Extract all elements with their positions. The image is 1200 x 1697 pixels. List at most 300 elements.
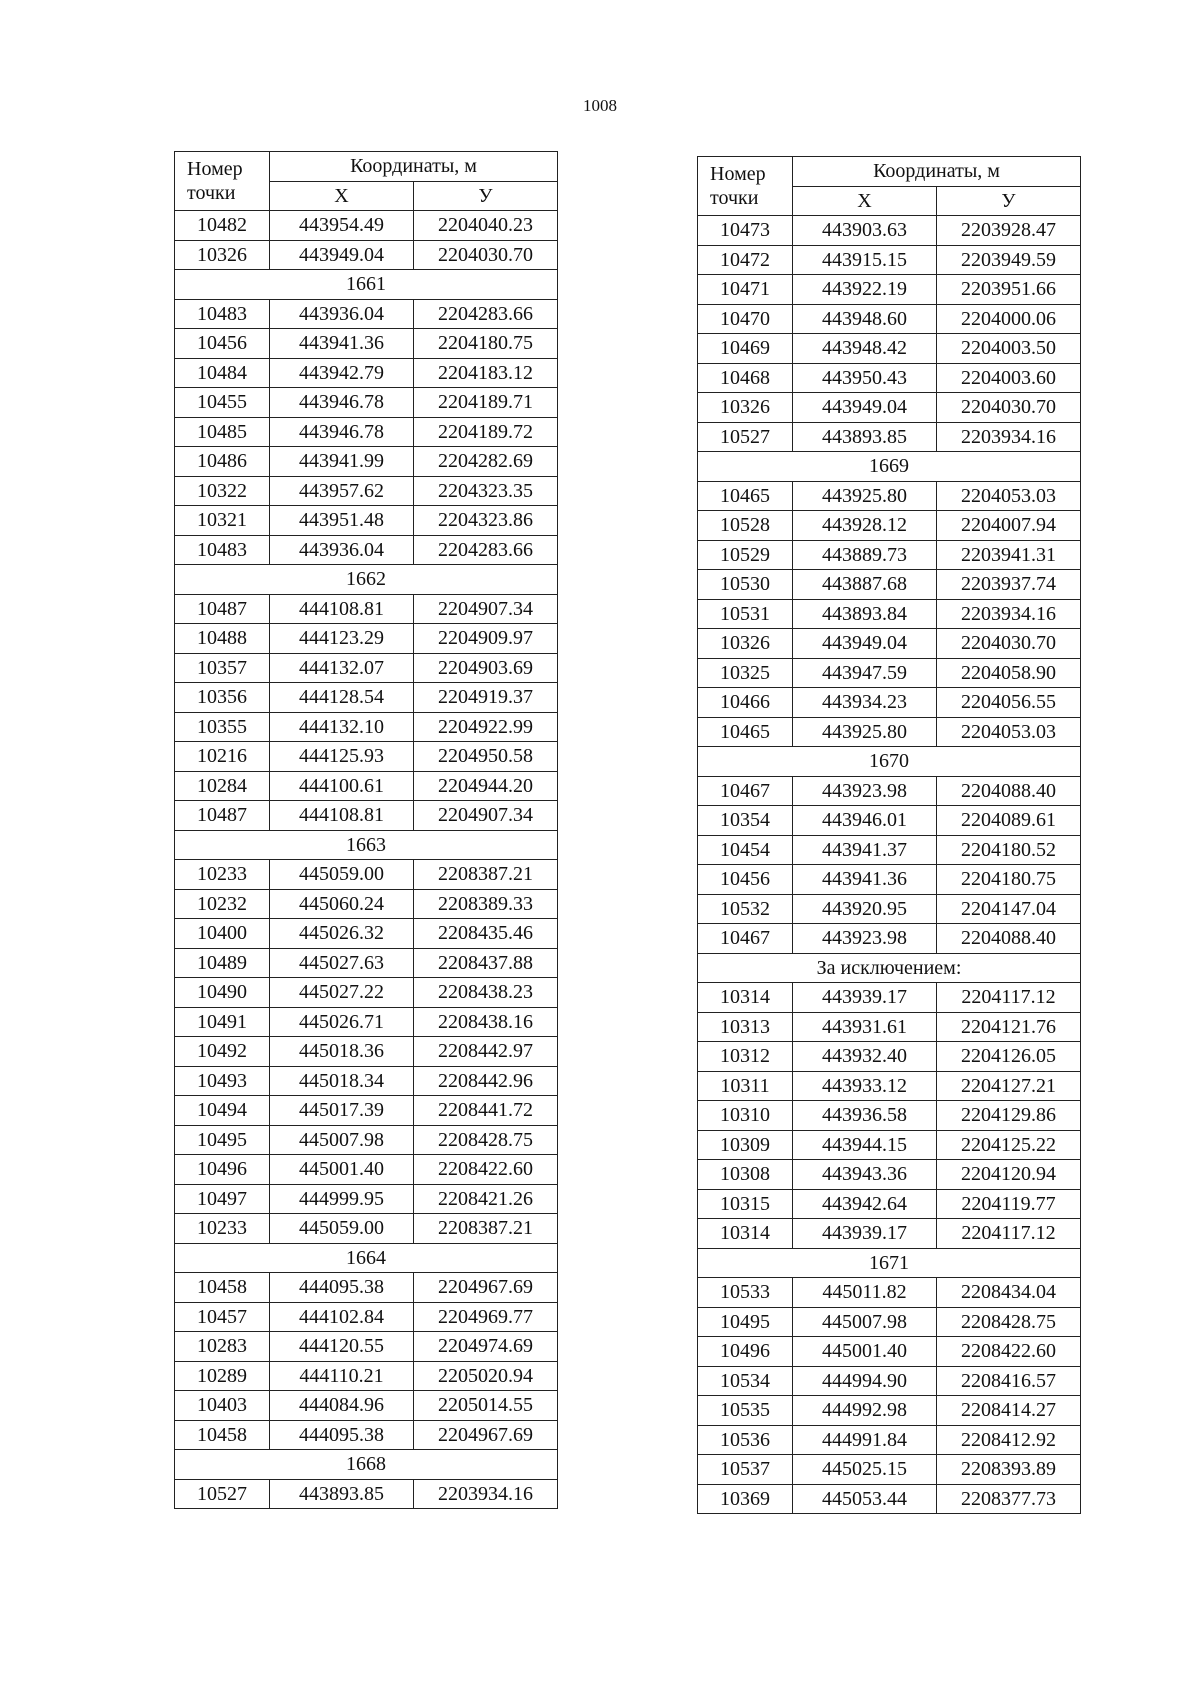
y-coordinate-cell: 2208442.96 — [414, 1066, 558, 1096]
table-row — [175, 742, 558, 772]
x-coordinate-cell: 444128.54 — [270, 683, 414, 713]
point-number-cell: 10489 — [175, 948, 270, 978]
x-coordinate-cell: 445007.98 — [793, 1307, 937, 1337]
x-coordinate-cell: 444110.21 — [270, 1361, 414, 1391]
table-row — [698, 865, 1081, 895]
x-coordinate-cell: 445053.44 — [793, 1484, 937, 1514]
point-number-cell: 10484 — [175, 358, 270, 388]
y-coordinate-cell: 2205020.94 — [414, 1361, 558, 1391]
point-number-cell: 10466 — [698, 688, 793, 718]
group-header-row — [698, 1248, 1081, 1278]
table-row — [698, 1425, 1081, 1455]
point-number-cell: 10314 — [698, 1219, 793, 1249]
y-coordinate-cell: 2204053.03 — [937, 481, 1081, 511]
y-coordinate-cell: 2204282.69 — [414, 447, 558, 477]
y-coordinate-cell: 2203934.16 — [937, 599, 1081, 629]
x-coordinate-cell: 445026.32 — [270, 919, 414, 949]
y-coordinate-cell: 2208435.46 — [414, 919, 558, 949]
y-coordinate-cell: 2204000.06 — [937, 304, 1081, 334]
y-coordinate-cell: 2204909.97 — [414, 624, 558, 654]
table-row — [175, 1273, 558, 1303]
y-coordinate-cell: 2204119.77 — [937, 1189, 1081, 1219]
y-coordinate-cell: 2204189.71 — [414, 388, 558, 418]
table-row — [698, 806, 1081, 836]
point-number-cell: 10470 — [698, 304, 793, 334]
y-coordinate-cell: 2204969.77 — [414, 1302, 558, 1332]
x-coordinate-cell: 443957.62 — [270, 476, 414, 506]
point-number-cell: 10315 — [698, 1189, 793, 1219]
table-row — [175, 1184, 558, 1214]
table-row — [175, 388, 558, 418]
x-coordinate-cell: 444120.55 — [270, 1332, 414, 1362]
table-row — [175, 948, 558, 978]
table-row — [175, 1361, 558, 1391]
x-coordinate-cell: 445011.82 — [793, 1278, 937, 1308]
table-row — [175, 1214, 558, 1244]
table-row — [698, 216, 1081, 246]
table-row — [175, 653, 558, 683]
y-coordinate-cell: 2204058.90 — [937, 658, 1081, 688]
x-coordinate-cell: 445027.22 — [270, 978, 414, 1008]
point-number-cell: 10233 — [175, 860, 270, 890]
y-coordinate-cell: 2208422.60 — [414, 1155, 558, 1185]
x-coordinate-cell: 443932.40 — [793, 1042, 937, 1072]
table-row — [698, 570, 1081, 600]
table-row — [698, 1130, 1081, 1160]
group-label: 1668 — [175, 1450, 558, 1480]
y-coordinate-cell: 2203949.59 — [937, 245, 1081, 275]
point-number-cell: 10326 — [698, 393, 793, 423]
y-coordinate-cell: 2208438.16 — [414, 1007, 558, 1037]
y-coordinate-cell: 2204323.86 — [414, 506, 558, 536]
table-row — [698, 304, 1081, 334]
coordinates-header: Координаты, м — [793, 157, 1081, 187]
coordinates-table-left — [174, 151, 558, 1509]
table-row — [175, 1155, 558, 1185]
point-number-cell: 10455 — [175, 388, 270, 418]
point-number-cell: 10487 — [175, 801, 270, 831]
table-row — [698, 835, 1081, 865]
point-number-cell: 10325 — [698, 658, 793, 688]
point-number-cell: 10326 — [698, 629, 793, 659]
point-number-cell: 10495 — [698, 1307, 793, 1337]
table-row — [698, 776, 1081, 806]
x-coordinate-cell: 444108.81 — [270, 801, 414, 831]
point-number-cell: 10321 — [175, 506, 270, 536]
y-coordinate-cell: 2204922.99 — [414, 712, 558, 742]
point-number-cell: 10233 — [175, 1214, 270, 1244]
group-label: 1664 — [175, 1243, 558, 1273]
table-row — [175, 860, 558, 890]
table-row — [698, 245, 1081, 275]
table-row — [175, 1479, 558, 1509]
y-coordinate-cell: 2204053.03 — [937, 717, 1081, 747]
point-number-cell: 10354 — [698, 806, 793, 836]
point-number-cell: 10468 — [698, 363, 793, 393]
y-coordinate-cell: 2204129.86 — [937, 1101, 1081, 1131]
group-label: 1671 — [698, 1248, 1081, 1278]
x-coordinate-cell: 443925.80 — [793, 481, 937, 511]
table-row — [698, 481, 1081, 511]
y-coordinate-cell: 2203951.66 — [937, 275, 1081, 305]
point-number-cell: 10467 — [698, 776, 793, 806]
point-number-cell: 10497 — [175, 1184, 270, 1214]
x-coordinate-cell: 445059.00 — [270, 860, 414, 890]
table-row — [175, 683, 558, 713]
point-number-cell: 10326 — [175, 240, 270, 270]
y-coordinate-cell: 2204974.69 — [414, 1332, 558, 1362]
point-number-cell: 10309 — [698, 1130, 793, 1160]
x-coordinate-cell: 443936.58 — [793, 1101, 937, 1131]
x-coordinate-cell: 443941.36 — [270, 329, 414, 359]
point-number-cell: 10472 — [698, 245, 793, 275]
point-number-cell: 10458 — [175, 1420, 270, 1450]
page-number: 1008 — [583, 96, 617, 115]
y-coordinate-cell: 2204183.12 — [414, 358, 558, 388]
y-coordinate-cell: 2204056.55 — [937, 688, 1081, 718]
y-coordinate-cell: 2204189.72 — [414, 417, 558, 447]
y-coordinate-cell: 2204180.52 — [937, 835, 1081, 865]
x-coordinate-cell: 445018.36 — [270, 1037, 414, 1067]
x-coordinate-cell: 445025.15 — [793, 1455, 937, 1485]
group-header-row — [175, 1243, 558, 1273]
group-header-row — [175, 565, 558, 595]
y-coordinate-cell: 2204089.61 — [937, 806, 1081, 836]
x-coordinate-cell: 444123.29 — [270, 624, 414, 654]
table-row — [698, 393, 1081, 423]
x-coordinate-cell: 444084.96 — [270, 1391, 414, 1421]
x-coordinate-cell: 444999.95 — [270, 1184, 414, 1214]
x-coordinate-cell: 443936.04 — [270, 299, 414, 329]
point-number-cell: 10216 — [175, 742, 270, 772]
point-number-cell: 10492 — [175, 1037, 270, 1067]
coordinates-header: Координаты, м — [270, 152, 558, 182]
x-coordinate-cell: 443942.64 — [793, 1189, 937, 1219]
x-coordinate-cell: 444100.61 — [270, 771, 414, 801]
point-number-cell: 10536 — [698, 1425, 793, 1455]
point-number-cell: 10322 — [175, 476, 270, 506]
x-coordinate-cell: 445001.40 — [793, 1337, 937, 1367]
point-number-cell: 10537 — [698, 1455, 793, 1485]
table-row — [698, 1484, 1081, 1514]
point-number-cell: 10496 — [698, 1337, 793, 1367]
group-header-row — [698, 953, 1081, 983]
x-coordinate-cell: 444132.10 — [270, 712, 414, 742]
x-coordinate-cell: 443893.85 — [793, 422, 937, 452]
x-header: Х — [793, 186, 937, 216]
x-coordinate-cell: 443941.37 — [793, 835, 937, 865]
table-row — [698, 599, 1081, 629]
x-coordinate-cell: 443948.42 — [793, 334, 937, 364]
y-coordinate-cell: 2204007.94 — [937, 511, 1081, 541]
x-coordinate-cell: 445026.71 — [270, 1007, 414, 1037]
table-row — [175, 506, 558, 536]
table-row — [175, 1302, 558, 1332]
table-row — [698, 1219, 1081, 1249]
point-number-cell: 10527 — [175, 1479, 270, 1509]
table-row — [698, 688, 1081, 718]
table-row — [175, 594, 558, 624]
table-row — [175, 1096, 558, 1126]
x-coordinate-cell: 443925.80 — [793, 717, 937, 747]
x-coordinate-cell: 443949.04 — [793, 393, 937, 423]
x-coordinate-cell: 444132.07 — [270, 653, 414, 683]
y-coordinate-cell: 2208437.88 — [414, 948, 558, 978]
y-coordinate-cell: 2204283.66 — [414, 535, 558, 565]
point-number-cell: 10534 — [698, 1366, 793, 1396]
point-number-cell: 10535 — [698, 1396, 793, 1426]
x-coordinate-cell: 443915.15 — [793, 245, 937, 275]
point-number-cell: 10483 — [175, 535, 270, 565]
y-coordinate-cell: 2205014.55 — [414, 1391, 558, 1421]
point-number-cell: 10471 — [698, 275, 793, 305]
y-coordinate-cell: 2208438.23 — [414, 978, 558, 1008]
group-header-row — [175, 830, 558, 860]
x-coordinate-cell: 443942.79 — [270, 358, 414, 388]
x-coordinate-cell: 443889.73 — [793, 540, 937, 570]
point-number-header-line2: точки — [710, 187, 759, 209]
point-number-cell: 10530 — [698, 570, 793, 600]
point-number-cell: 10529 — [698, 540, 793, 570]
point-number-header-line2: точки — [187, 182, 236, 204]
table-row — [175, 1332, 558, 1362]
y-coordinate-cell: 2204040.23 — [414, 211, 558, 241]
y-coordinate-cell: 2203937.74 — [937, 570, 1081, 600]
y-coordinate-cell: 2204180.75 — [937, 865, 1081, 895]
x-coordinate-cell: 443946.01 — [793, 806, 937, 836]
x-coordinate-cell: 445017.39 — [270, 1096, 414, 1126]
group-label: 1670 — [698, 747, 1081, 777]
point-number-cell: 10487 — [175, 594, 270, 624]
point-number-cell: 10456 — [175, 329, 270, 359]
y-coordinate-cell: 2208421.26 — [414, 1184, 558, 1214]
x-coordinate-cell: 443941.36 — [793, 865, 937, 895]
point-number-cell: 10486 — [175, 447, 270, 477]
table-row — [698, 1042, 1081, 1072]
x-coordinate-cell: 443934.23 — [793, 688, 937, 718]
x-coordinate-cell: 443946.78 — [270, 417, 414, 447]
x-coordinate-cell: 444994.90 — [793, 1366, 937, 1396]
point-number-cell: 10483 — [175, 299, 270, 329]
point-number-cell: 10533 — [698, 1278, 793, 1308]
point-number-cell: 10457 — [175, 1302, 270, 1332]
y-coordinate-cell: 2204944.20 — [414, 771, 558, 801]
x-coordinate-cell: 444095.38 — [270, 1273, 414, 1303]
y-coordinate-cell: 2204121.76 — [937, 1012, 1081, 1042]
y-coordinate-cell: 2204950.58 — [414, 742, 558, 772]
y-coordinate-cell: 2208442.97 — [414, 1037, 558, 1067]
group-label: За исключением: — [698, 953, 1081, 983]
table-row — [698, 1455, 1081, 1485]
table-row — [175, 1125, 558, 1155]
x-coordinate-cell: 444108.81 — [270, 594, 414, 624]
y-coordinate-cell: 2204117.12 — [937, 983, 1081, 1013]
table-row — [698, 983, 1081, 1013]
group-header-row — [175, 270, 558, 300]
point-number-header-line1: Номер — [710, 163, 766, 185]
point-number-cell: 10312 — [698, 1042, 793, 1072]
x-coordinate-cell: 445007.98 — [270, 1125, 414, 1155]
x-coordinate-cell: 443936.04 — [270, 535, 414, 565]
group-header-row — [698, 452, 1081, 482]
group-label: 1662 — [175, 565, 558, 595]
y-coordinate-cell: 2204967.69 — [414, 1420, 558, 1450]
group-header-row — [698, 747, 1081, 777]
x-coordinate-cell: 443949.04 — [793, 629, 937, 659]
coordinates-table-right — [697, 156, 1081, 1514]
table-row — [698, 1189, 1081, 1219]
group-header-row — [175, 1450, 558, 1480]
table-row — [175, 535, 558, 565]
y-header: У — [937, 186, 1081, 216]
y-coordinate-cell: 2208441.72 — [414, 1096, 558, 1126]
y-coordinate-cell: 2204283.66 — [414, 299, 558, 329]
y-header: У — [414, 181, 558, 211]
point-number-cell: 10494 — [175, 1096, 270, 1126]
y-coordinate-cell: 2204967.69 — [414, 1273, 558, 1303]
y-coordinate-cell: 2204003.50 — [937, 334, 1081, 364]
table-row — [698, 363, 1081, 393]
x-coordinate-cell: 443950.43 — [793, 363, 937, 393]
table-row — [175, 1066, 558, 1096]
table-row — [698, 894, 1081, 924]
x-coordinate-cell: 443947.59 — [793, 658, 937, 688]
y-coordinate-cell: 2204127.21 — [937, 1071, 1081, 1101]
point-number-cell: 10311 — [698, 1071, 793, 1101]
y-coordinate-cell: 2204088.40 — [937, 924, 1081, 954]
y-coordinate-cell: 2208434.04 — [937, 1278, 1081, 1308]
point-number-cell: 10482 — [175, 211, 270, 241]
table-body-left — [175, 211, 558, 1509]
y-coordinate-cell: 2204323.35 — [414, 476, 558, 506]
table-row — [175, 889, 558, 919]
x-coordinate-cell: 445060.24 — [270, 889, 414, 919]
table-row — [698, 629, 1081, 659]
table-row — [698, 658, 1081, 688]
point-number-cell: 10403 — [175, 1391, 270, 1421]
y-coordinate-cell: 2204003.60 — [937, 363, 1081, 393]
point-number-cell: 10465 — [698, 717, 793, 747]
point-number-cell: 10369 — [698, 1484, 793, 1514]
y-coordinate-cell: 2203934.16 — [414, 1479, 558, 1509]
y-coordinate-cell: 2204030.70 — [414, 240, 558, 270]
x-coordinate-cell: 445027.63 — [270, 948, 414, 978]
group-label: 1661 — [175, 270, 558, 300]
table-row — [698, 334, 1081, 364]
table-row — [175, 801, 558, 831]
point-number-cell: 10355 — [175, 712, 270, 742]
x-coordinate-cell: 443939.17 — [793, 983, 937, 1013]
table-row — [698, 1012, 1081, 1042]
table-row — [698, 1101, 1081, 1131]
x-coordinate-cell: 443922.19 — [793, 275, 937, 305]
x-coordinate-cell: 443920.95 — [793, 894, 937, 924]
table-row — [698, 924, 1081, 954]
x-coordinate-cell: 443903.63 — [793, 216, 937, 246]
table-row — [175, 476, 558, 506]
group-label: 1663 — [175, 830, 558, 860]
table-row — [175, 299, 558, 329]
table-row — [698, 511, 1081, 541]
point-number-cell: 10473 — [698, 216, 793, 246]
y-coordinate-cell: 2204907.34 — [414, 801, 558, 831]
point-number-cell: 10458 — [175, 1273, 270, 1303]
x-coordinate-cell: 443948.60 — [793, 304, 937, 334]
table-row — [175, 1420, 558, 1450]
table-row — [698, 1278, 1081, 1308]
x-coordinate-cell: 443949.04 — [270, 240, 414, 270]
y-coordinate-cell: 2208412.92 — [937, 1425, 1081, 1455]
point-number-cell: 10465 — [698, 481, 793, 511]
point-number-cell: 10310 — [698, 1101, 793, 1131]
x-coordinate-cell: 444125.93 — [270, 742, 414, 772]
table-row — [698, 1160, 1081, 1190]
point-number-cell: 10283 — [175, 1332, 270, 1362]
y-coordinate-cell: 2204126.05 — [937, 1042, 1081, 1072]
x-coordinate-cell: 443893.85 — [270, 1479, 414, 1509]
table-row — [175, 417, 558, 447]
table-row — [175, 447, 558, 477]
table-row — [175, 978, 558, 1008]
point-number-cell: 10232 — [175, 889, 270, 919]
y-coordinate-cell: 2204919.37 — [414, 683, 558, 713]
x-coordinate-cell: 443946.78 — [270, 388, 414, 418]
x-coordinate-cell: 444992.98 — [793, 1396, 937, 1426]
table-row — [175, 1007, 558, 1037]
y-coordinate-cell: 2204147.04 — [937, 894, 1081, 924]
table-row — [698, 275, 1081, 305]
x-coordinate-cell: 443887.68 — [793, 570, 937, 600]
x-coordinate-cell: 443944.15 — [793, 1130, 937, 1160]
table-row — [698, 1337, 1081, 1367]
table-row — [698, 717, 1081, 747]
y-coordinate-cell: 2203934.16 — [937, 422, 1081, 452]
point-number-cell: 10467 — [698, 924, 793, 954]
point-number-cell: 10456 — [698, 865, 793, 895]
table-row — [175, 240, 558, 270]
y-coordinate-cell: 2208428.75 — [937, 1307, 1081, 1337]
point-number-cell: 10495 — [175, 1125, 270, 1155]
point-number-cell: 10469 — [698, 334, 793, 364]
y-coordinate-cell: 2204088.40 — [937, 776, 1081, 806]
point-number-cell: 10493 — [175, 1066, 270, 1096]
y-coordinate-cell: 2208422.60 — [937, 1337, 1081, 1367]
point-number-cell: 10284 — [175, 771, 270, 801]
y-coordinate-cell: 2204180.75 — [414, 329, 558, 359]
x-coordinate-cell: 444102.84 — [270, 1302, 414, 1332]
x-coordinate-cell: 443928.12 — [793, 511, 937, 541]
point-number-cell: 10314 — [698, 983, 793, 1013]
point-number-cell: 10454 — [698, 835, 793, 865]
table-row — [698, 540, 1081, 570]
y-coordinate-cell: 2208393.89 — [937, 1455, 1081, 1485]
y-coordinate-cell: 2204907.34 — [414, 594, 558, 624]
y-coordinate-cell: 2208387.21 — [414, 1214, 558, 1244]
y-coordinate-cell: 2204030.70 — [937, 629, 1081, 659]
point-number-cell: 10490 — [175, 978, 270, 1008]
point-number-cell: 10313 — [698, 1012, 793, 1042]
x-coordinate-cell: 443951.48 — [270, 506, 414, 536]
x-coordinate-cell: 443933.12 — [793, 1071, 937, 1101]
x-header: Х — [270, 181, 414, 211]
point-number-cell: 10527 — [698, 422, 793, 452]
point-number-cell: 10496 — [175, 1155, 270, 1185]
point-number-cell: 10488 — [175, 624, 270, 654]
x-coordinate-cell: 443943.36 — [793, 1160, 937, 1190]
point-number-cell: 10356 — [175, 683, 270, 713]
point-number-cell: 10308 — [698, 1160, 793, 1190]
table-row — [175, 771, 558, 801]
